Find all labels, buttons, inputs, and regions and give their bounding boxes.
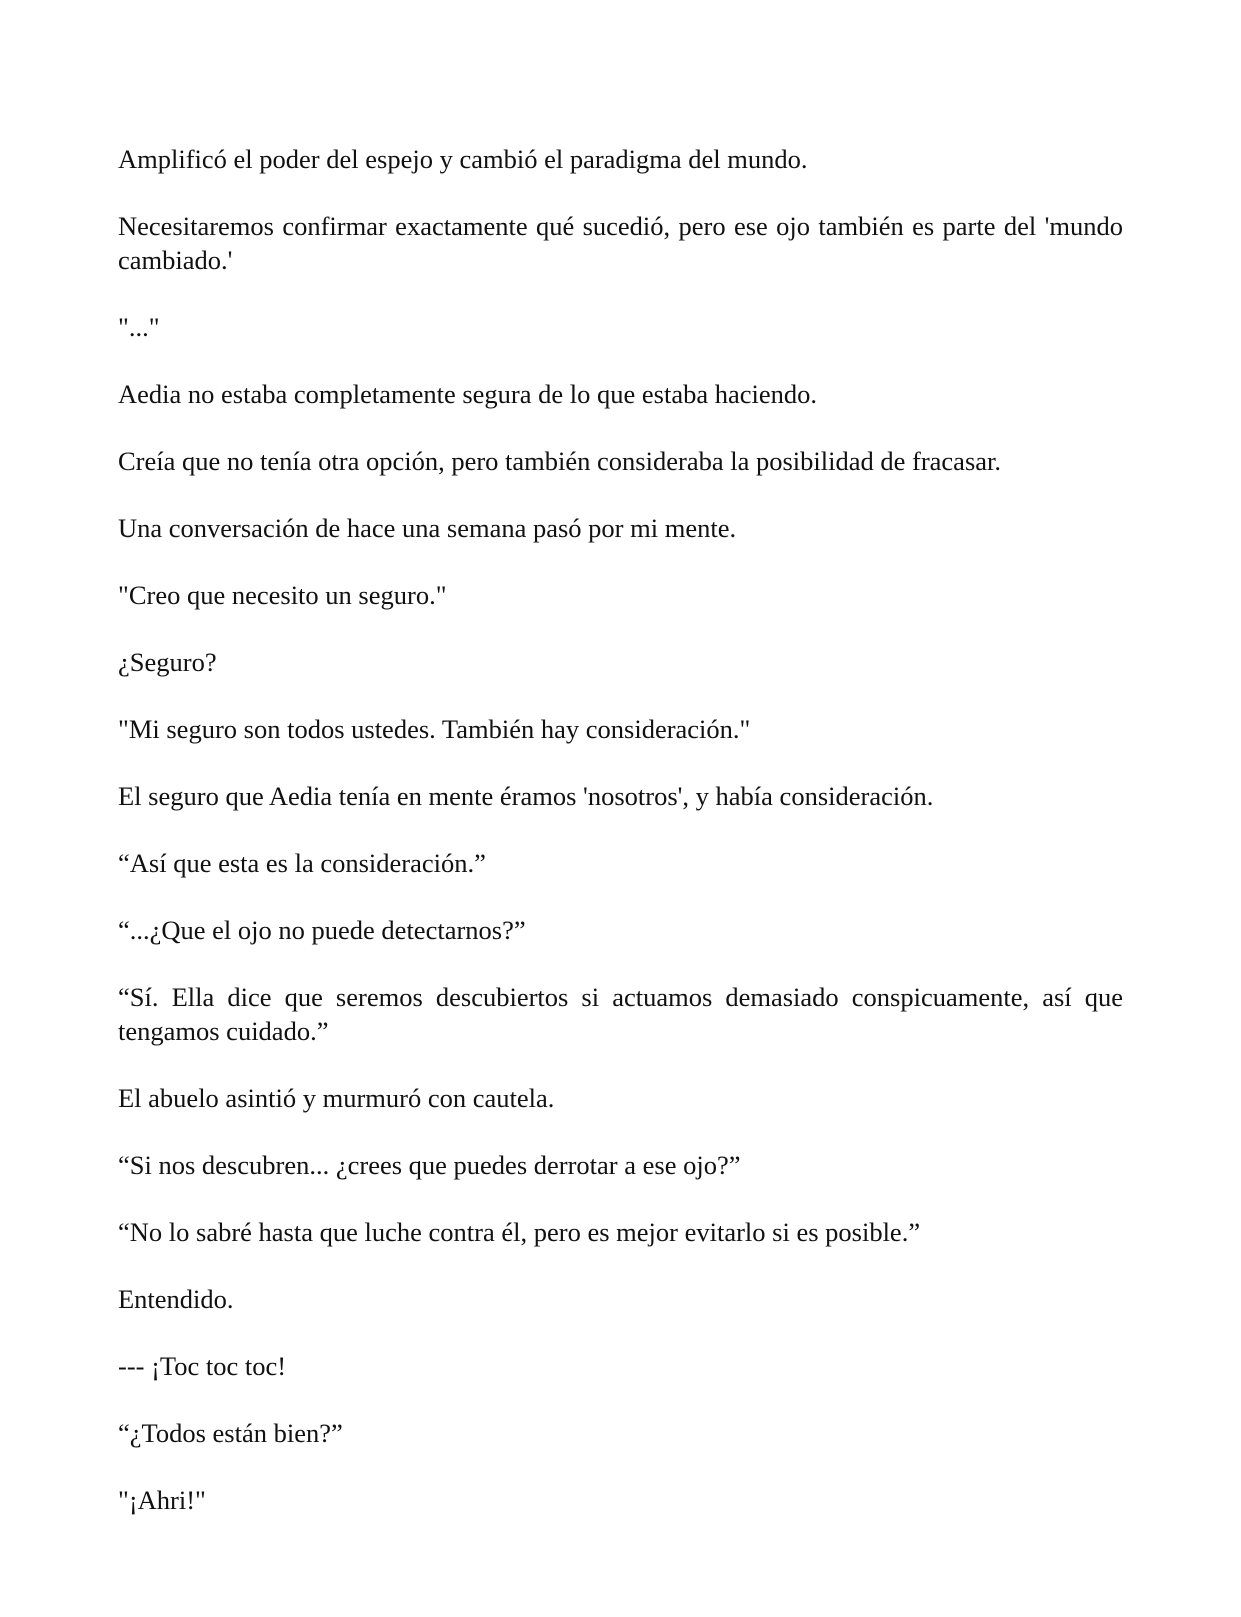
paragraph: --- ¡Toc toc toc!	[118, 1351, 287, 1381]
paragraph: “Así que esta es la consideración.”	[118, 848, 486, 878]
paragraph: “Si nos descubren... ¿crees que puedes derrotar a ese ojo?”	[118, 1150, 741, 1180]
paragraph: “¿Todos están bien?”	[118, 1418, 343, 1448]
paragraph: Creía que no tenía otra opción, pero también consideraba la posibilidad de fracasar.	[118, 446, 1002, 476]
paragraph: “...¿Que el ojo no puede detectarnos?”	[118, 915, 526, 945]
paragraph: ¿Seguro?	[118, 647, 217, 677]
paragraph: El seguro que Aedia tenía en mente éramos 'nosotros', y había consideración.	[118, 781, 934, 811]
paragraph: "..."	[118, 312, 160, 342]
paragraph: "Mi seguro son todos ustedes. También hay consideración."	[118, 714, 751, 744]
paragraph: "Creo que necesito un seguro."	[118, 580, 447, 610]
body-text	[118, 142, 1130, 1550]
paragraph: "¡Ahri!"	[118, 1485, 206, 1515]
paragraph: El abuelo asintió y murmuró con cautela.	[118, 1083, 555, 1113]
paragraph: “Sí. Ella dice que seremos descubiertos si actuamos demasiado conspicuamente, así que tengamos cuidado.”	[118, 982, 1130, 1046]
paragraph: Aedia no estaba completamente segura de lo que estaba haciendo.	[118, 379, 818, 409]
paragraph: Amplificó el poder del espejo y cambió el paradigma del mundo.	[118, 144, 808, 174]
paragraph: Necesitaremos confirmar exactamente qué sucedió, pero ese ojo también es parte del 'mundo cambiado.'	[118, 211, 1130, 275]
paragraph: Entendido.	[118, 1284, 234, 1314]
paragraph: “No lo sabré hasta que luche contra él, pero es mejor evitarlo si es posible.”	[118, 1217, 921, 1247]
paragraph: Una conversación de hace una semana pasó por mi mente.	[118, 513, 737, 543]
